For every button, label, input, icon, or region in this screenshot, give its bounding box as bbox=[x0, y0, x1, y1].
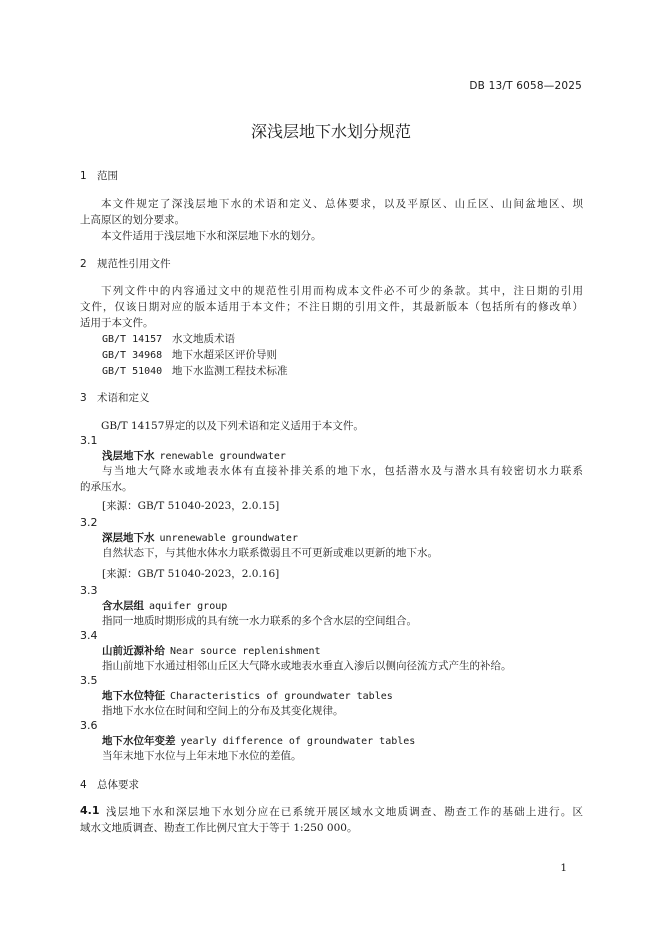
references-paragraph-line1: 下列文件中的内容通过文中的规范性引用而构成本文件必不可少的条款。其中，注日期的引用 bbox=[101, 285, 583, 297]
section-title: 范围 bbox=[97, 170, 118, 182]
term-number: 3.6 bbox=[80, 719, 98, 732]
term-number: 3.5 bbox=[80, 674, 98, 687]
section-title: 总体要求 bbox=[97, 779, 139, 791]
term-number: 3.2 bbox=[80, 516, 98, 529]
page-title: 深浅层地下水划分规范 bbox=[250, 122, 411, 141]
term-zh: 山前近源补给 bbox=[102, 645, 165, 657]
term-zh: 地下水位年变差 bbox=[102, 735, 176, 747]
term-definition-line1: 与当地大气降水或地表水体有直接补排关系的地下水，包括潜水及与潜水具有较密切水力联系 bbox=[102, 465, 583, 477]
terms-intro: GB/T 14157界定的以及下列术语和定义适用于本文件。 bbox=[101, 420, 364, 432]
section-heading-terms-definitions bbox=[80, 390, 150, 405]
term-en: unrenewable groundwater bbox=[159, 533, 298, 544]
term-en: aquifer group bbox=[149, 601, 228, 612]
section-number: 1 bbox=[80, 170, 87, 182]
reference-title: 地下水监测工程技术标准 bbox=[172, 365, 288, 377]
section-number: 3 bbox=[80, 392, 87, 404]
section-title: 术语和定义 bbox=[97, 392, 150, 404]
term-en: Characteristics of groundwater tables bbox=[170, 691, 393, 702]
term-number: 3.4 bbox=[80, 629, 98, 642]
term-name bbox=[102, 598, 227, 613]
term-number: 3.1 bbox=[80, 434, 98, 447]
reference-item bbox=[102, 363, 288, 378]
reference-code: GB/T 14157 bbox=[102, 334, 163, 345]
reference-title: 地下水超采区评价导则 bbox=[172, 349, 277, 361]
term-en: renewable groundwater bbox=[159, 451, 286, 462]
section-number: 4 bbox=[80, 779, 87, 791]
clause-4-1-line1 bbox=[80, 804, 583, 819]
term-source: [来源：GB/T 51040-2023，2.0.16] bbox=[102, 568, 280, 580]
section-heading-normative-references bbox=[80, 256, 171, 271]
term-zh: 地下水位特征 bbox=[102, 690, 165, 702]
document-number: DB 13/T 6058—2025 bbox=[469, 80, 582, 92]
term-name bbox=[102, 530, 298, 545]
clause-number: 4.1 bbox=[80, 804, 100, 817]
references-paragraph-line2: 文件，仅该日期对应的版本适用于本文件；不注日期的引用文件，其最新版本（包括所有的修改单） bbox=[80, 301, 583, 313]
term-name bbox=[102, 733, 415, 748]
term-definition-line1: 指地下水水位在时间和空间上的分布及其变化规律。 bbox=[102, 705, 344, 717]
term-zh: 含水层组 bbox=[102, 600, 144, 612]
reference-code: GB/T 34968 bbox=[102, 350, 163, 361]
term-en: yearly difference of groundwater tables bbox=[180, 736, 416, 747]
term-definition-line1: 指同一地质时期形成的具有统一水力联系的多个含水层的空间组合。 bbox=[102, 615, 417, 627]
scope-paragraph-line1: 本文件规定了深浅层地下水的术语和定义、总体要求，以及平原区、山丘区、山间盆地区、坝 bbox=[101, 198, 583, 210]
term-zh: 深层地下水 bbox=[102, 532, 155, 544]
term-definition-line1: 当年末地下水位与上年末地下水位的差值。 bbox=[102, 750, 302, 762]
term-definition-line2: 的承压水。 bbox=[80, 481, 133, 493]
section-heading-scope bbox=[80, 168, 118, 183]
term-en: Near source replenishment bbox=[170, 646, 321, 657]
term-source: [来源：GB/T 51040-2023，2.0.15] bbox=[102, 500, 280, 512]
term-name bbox=[102, 448, 286, 463]
term-name bbox=[102, 688, 393, 703]
scope-paragraph-line2: 上高原区的划分要求。 bbox=[80, 214, 185, 226]
page-number: 1 bbox=[560, 862, 567, 874]
reference-code: GB/T 51040 bbox=[102, 366, 163, 377]
term-number: 3.3 bbox=[80, 584, 98, 597]
section-heading-general-requirements bbox=[80, 777, 139, 792]
term-name bbox=[102, 643, 321, 658]
section-title: 规范性引用文件 bbox=[97, 258, 171, 270]
reference-item bbox=[102, 331, 235, 346]
term-definition-line1: 指山前地下水通过相邻山丘区大气降水或地表水垂直入渗后以侧向径流方式产生的补给。 bbox=[102, 660, 512, 672]
reference-title: 水文地质术语 bbox=[172, 333, 235, 345]
clause-text-line1: 浅层地下水和深层地下水划分应在已系统开展区域水文地质调查、勘查工作的基础上进行。区 bbox=[106, 806, 583, 818]
reference-item bbox=[102, 347, 277, 362]
term-definition-line1: 自然状态下，与其他水体水力联系微弱且不可更新或难以更新的地下水。 bbox=[102, 547, 438, 559]
clause-text-line2: 域水文地质调查、勘查工作比例尺宜大于等于 1:250 000。 bbox=[80, 822, 358, 834]
term-zh: 浅层地下水 bbox=[102, 450, 155, 462]
references-paragraph-line3: 适用于本文件。 bbox=[80, 317, 154, 329]
scope-paragraph-2: 本文件适用于浅层地下水和深层地下水的划分。 bbox=[101, 230, 322, 242]
section-number: 2 bbox=[80, 258, 87, 270]
